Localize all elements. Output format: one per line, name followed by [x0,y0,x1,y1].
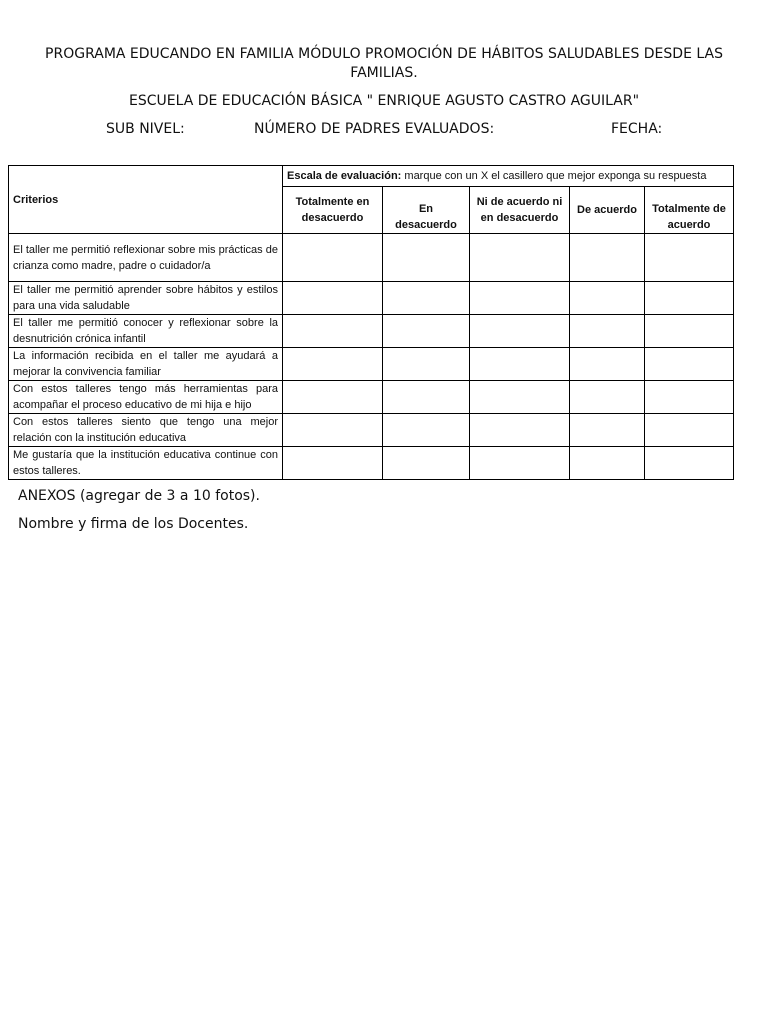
option-totally-disagree: Totalmente en desacuerdo [283,187,383,234]
answer-cell[interactable] [283,414,383,447]
table-row [9,381,734,414]
criterion-text: La información recibida en el taller me ayudará a mejorar la convivencia familiar [9,348,283,381]
answer-cell[interactable] [283,447,383,480]
table-row [9,414,734,447]
answer-cell[interactable] [283,315,383,348]
criterion-text: El taller me permitió aprender sobre hábitos y estilos para una vida saludable [9,282,283,315]
answer-cell[interactable] [383,282,470,315]
option-disagree: En desacuerdo [383,187,470,234]
criterion-text: El taller me permitió reflexionar sobre mis prácticas de crianza como madre, padre o cuidador/a [9,234,283,282]
option-neutral: Ni de acuerdo ni en desacuerdo [470,187,570,234]
answer-cell[interactable] [383,315,470,348]
answer-cell[interactable] [570,414,645,447]
table-row [9,282,734,315]
fecha-label: FECHA: [611,121,663,137]
answer-cell[interactable] [470,381,570,414]
criterion-text: Me gustaría que la institución educativa continue con estos talleres. [9,447,283,480]
answer-cell[interactable] [645,348,734,381]
answer-cell[interactable] [470,348,570,381]
program-title: PROGRAMA EDUCANDO EN FAMILIA MÓDULO PROMOCIÓN DE HÁBITOS SALUDABLES DESDE LAS FAMILIAS. [45,46,723,81]
evaluation-table [8,165,734,480]
anexos-note: ANEXOS (agregar de 3 a 10 fotos). [18,488,260,504]
answer-cell[interactable] [570,381,645,414]
criterion-text: Con estos talleres tengo más herramientas para acompañar el proceso educativo de mi hija e hijo [9,381,283,414]
school-name: ESCUELA DE EDUCACIÓN BÁSICA " ENRIQUE AGUSTO CASTRO AGUILAR" [128,93,640,109]
answer-cell[interactable] [570,282,645,315]
table-row [9,234,734,282]
answer-cell[interactable] [383,381,470,414]
answer-cell[interactable] [570,447,645,480]
teachers-signature-label: Nombre y firma de los Docentes. [18,516,249,532]
criterion-text: Con estos talleres siento que tengo una mejor relación con la institución educativa [9,414,283,447]
answer-cell[interactable] [383,447,470,480]
answer-cell[interactable] [645,282,734,315]
answer-cell[interactable] [283,348,383,381]
option-totally-agree: Totalmente de acuerdo [645,187,734,234]
answer-cell[interactable] [645,414,734,447]
answer-cell[interactable] [570,348,645,381]
scale-header [283,166,734,187]
answer-cell[interactable] [470,315,570,348]
answer-cell[interactable] [470,282,570,315]
answer-cell[interactable] [383,414,470,447]
answer-cell[interactable] [383,234,470,282]
criterion-text: El taller me permitió conocer y reflexionar sobre la desnutrición crónica infantil [9,315,283,348]
answer-cell[interactable] [383,348,470,381]
option-agree: De acuerdo [570,187,645,234]
table-row [9,447,734,480]
table-row [9,348,734,381]
answer-cell[interactable] [283,381,383,414]
table-row [9,315,734,348]
answer-cell[interactable] [645,234,734,282]
answer-cell[interactable] [645,381,734,414]
num-padres-label: NÚMERO DE PADRES EVALUADOS: [254,121,495,137]
answer-cell[interactable] [570,234,645,282]
answer-cell[interactable] [570,315,645,348]
answer-cell[interactable] [470,447,570,480]
answer-cell[interactable] [470,234,570,282]
answer-cell[interactable] [645,447,734,480]
scale-label: Escala de evaluación: [287,170,402,182]
answer-cell[interactable] [283,234,383,282]
answer-cell[interactable] [645,315,734,348]
criteria-header: Criterios [9,166,283,234]
sub-nivel-label: SUB NIVEL: [106,121,185,137]
answer-cell[interactable] [470,414,570,447]
answer-cell[interactable] [283,282,383,315]
scale-instruction: marque con un X el casillero que mejor exponga su respuesta [401,170,707,182]
